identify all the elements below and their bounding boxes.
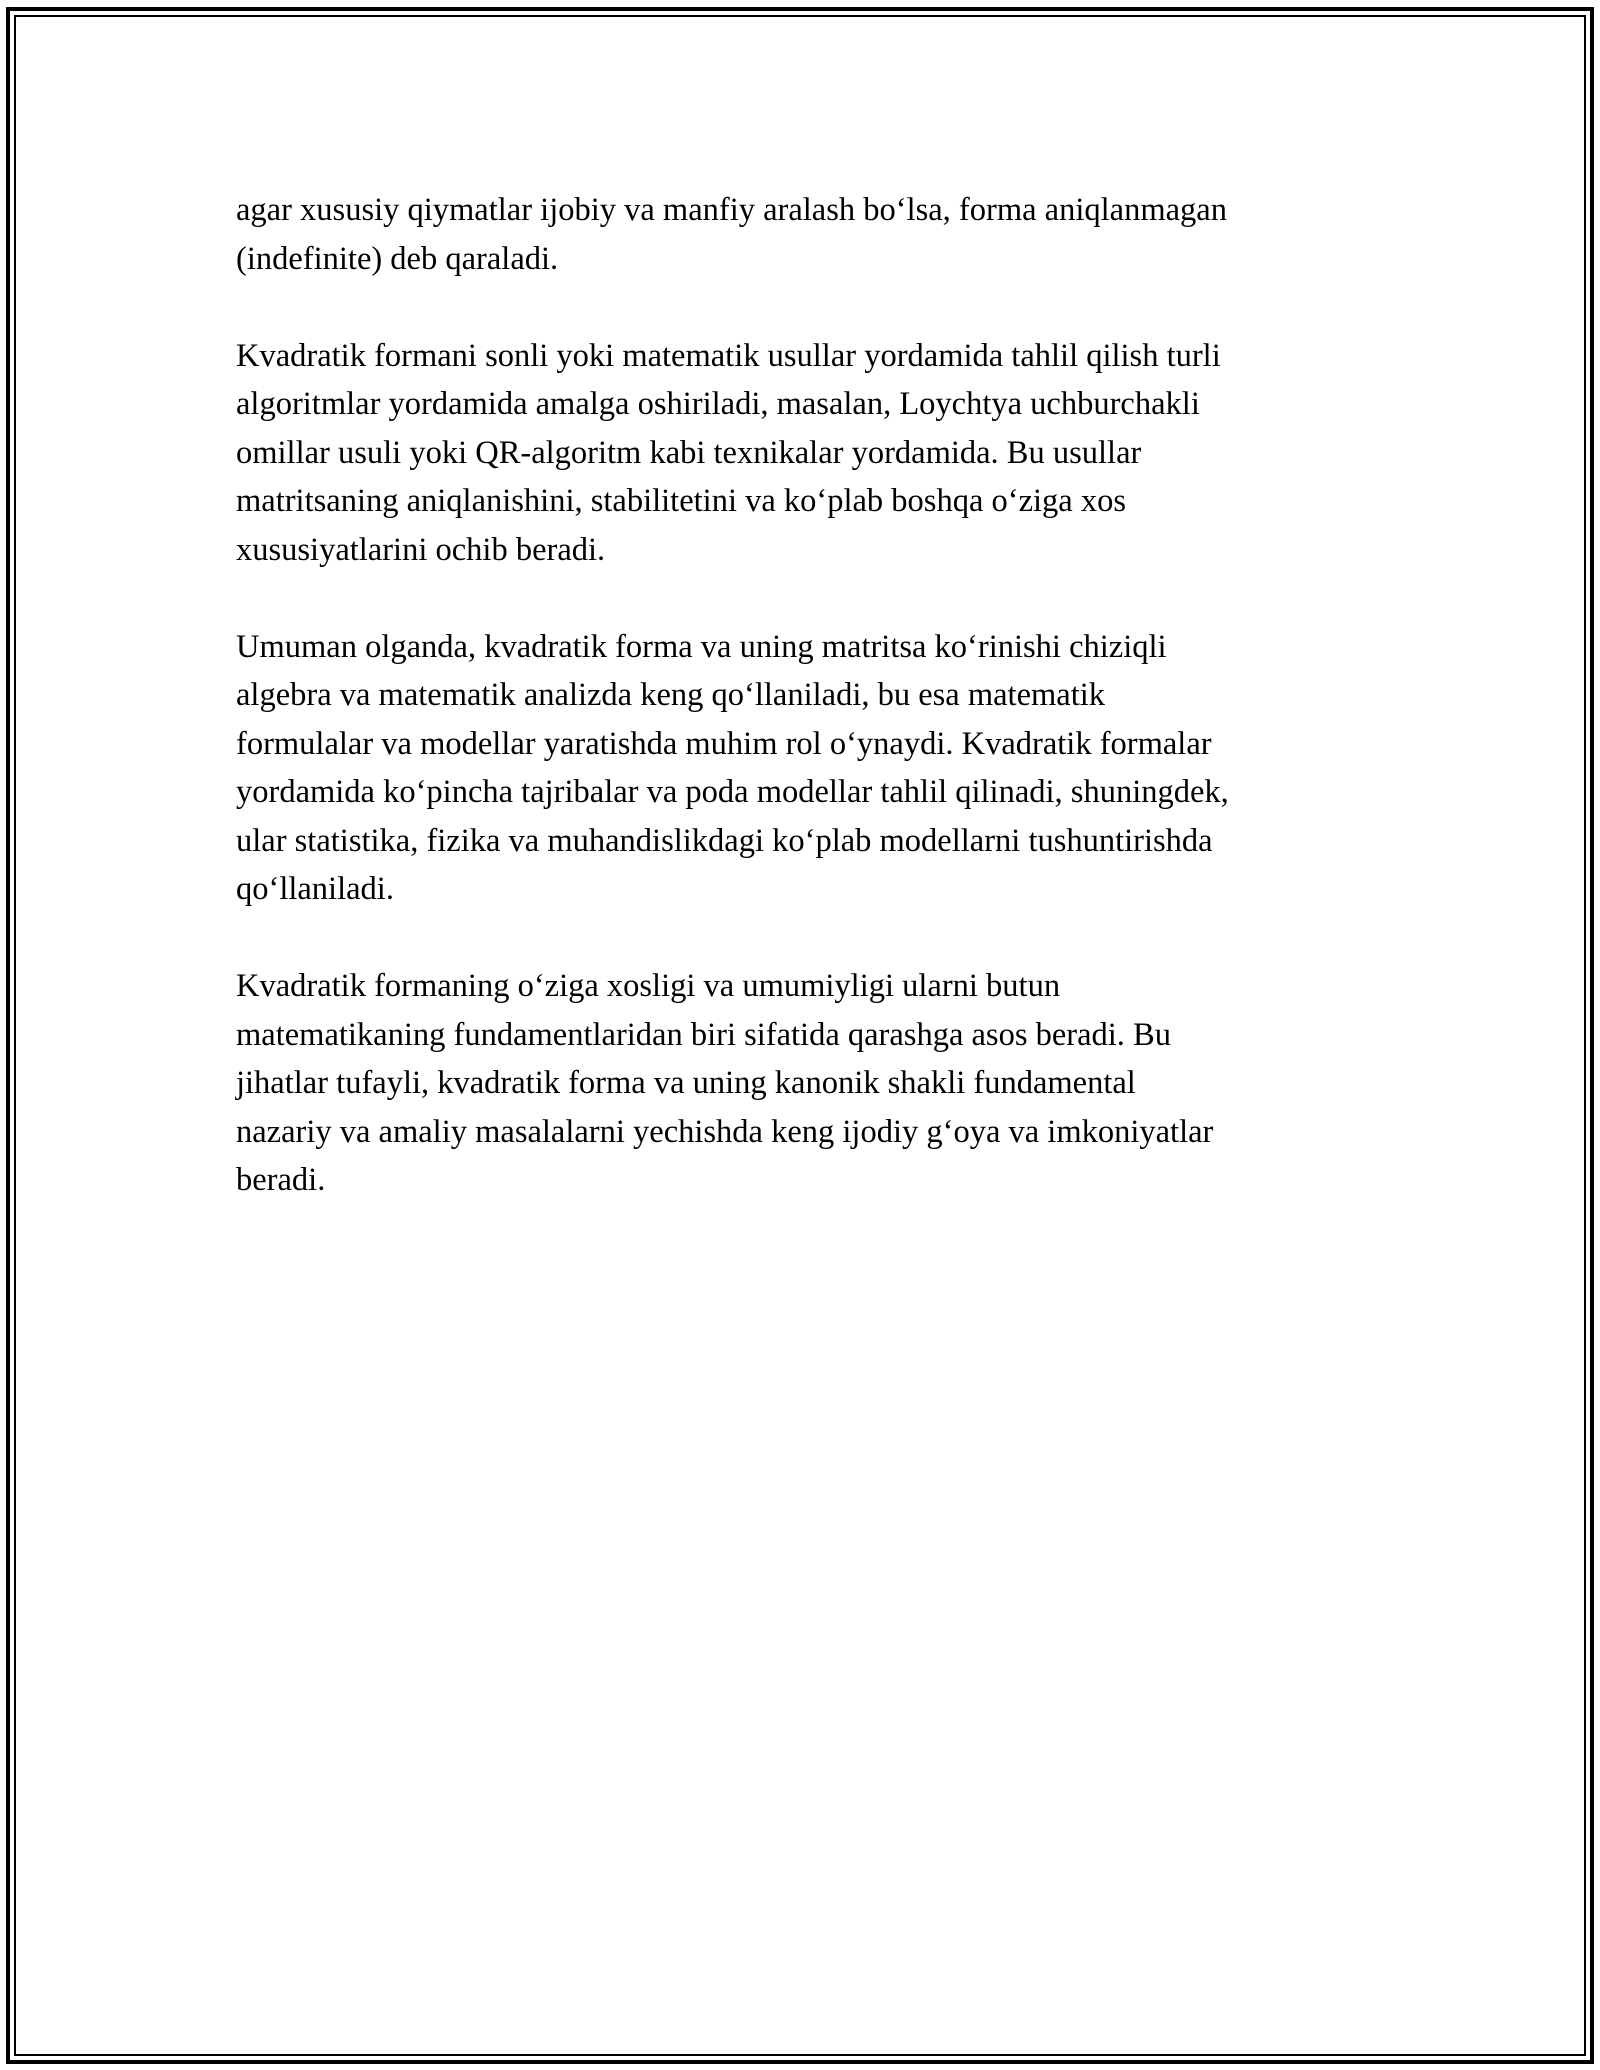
paragraph-indefinite-form (236, 186, 1366, 283)
text-line: ular statistika, fizika va muhandislikdagi ko‘plab modellarni tushuntirishda (236, 822, 1213, 859)
text-line: agar xususiy qiymatlar ijobiy va manfiy aralash bo‘lsa, forma aniqlanmagan (236, 192, 1227, 228)
text-line: algebra va matematik analizda keng qo‘llaniladi, bu esa matematik (236, 677, 1106, 713)
text-line: formulalar va modellar yaratishda muhim rol o‘ynaydi. Kvadratik formalar (236, 725, 1212, 762)
text-line: algoritmlar yordamida amalga oshiriladi, masalan, Loychtya uchburchakli (236, 386, 1200, 422)
text-line: Kvadratik formani sonli yoki matematik usullar yordamida tahlil qilish turli (236, 337, 1221, 374)
text-line: (indefinite) deb qaraladi. (236, 240, 559, 277)
text-line: matritsaning aniqlanishini, stabilitetini va ko‘plab boshqa o‘ziga xos (236, 483, 1126, 519)
text-line: beradi. (236, 1162, 326, 1198)
paragraph-numerical-methods (236, 332, 1366, 575)
text-line: yordamida ko‘pincha tajribalar va poda modellar tahlil qilinadi, shuningdek, (236, 774, 1229, 810)
text-line: jihatlar tufayli, kvadratik forma va uning kanonik shakli fundamental (236, 1065, 1136, 1101)
text-line: xususiyatlarini ochib beradi. (236, 531, 606, 568)
paragraph-applications (236, 623, 1366, 914)
text-line: matematikaning fundamentlaridan biri sifatida qarashga asos beradi. Bu (236, 1016, 1171, 1053)
document-body (236, 186, 1366, 1253)
paragraph-conclusion (236, 962, 1366, 1205)
text-line: Umuman olganda, kvadratik forma va uning matritsa ko‘rinishi chiziqli (236, 628, 1167, 665)
text-line: omillar usuli yoki QR-algoritm kabi texnikalar yordamida. Bu usullar (236, 434, 1142, 471)
text-line: nazariy va amaliy masalalarni yechishda keng ijodiy g‘oya va imkoniyatlar (236, 1113, 1214, 1150)
text-line: qo‘llaniladi. (236, 871, 394, 907)
text-line: Kvadratik formaning o‘ziga xosligi va umumiyligi ularni butun (236, 968, 1061, 1004)
